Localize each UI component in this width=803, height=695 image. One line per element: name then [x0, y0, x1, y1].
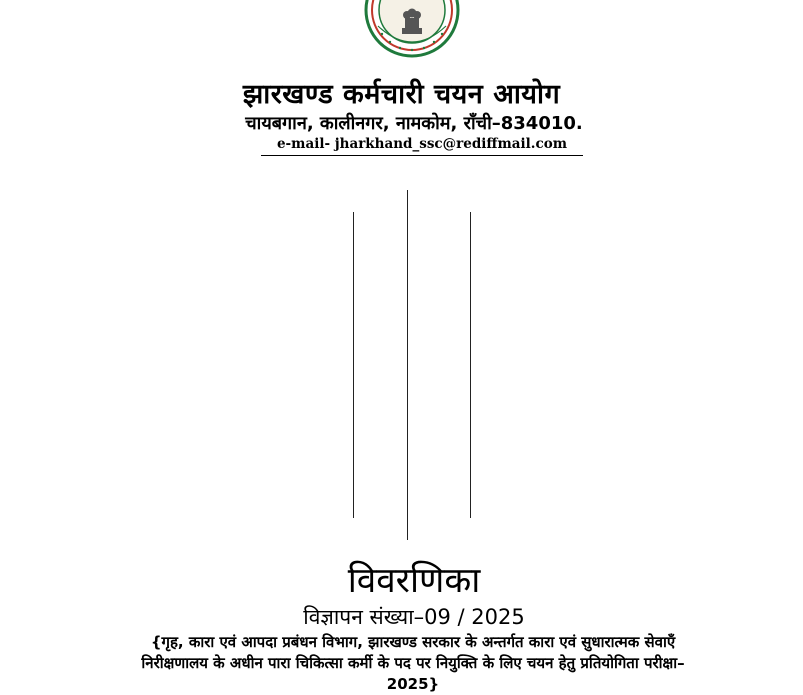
- decorative-vertical-line-left: [353, 212, 354, 518]
- advertisement-number: विज्ञापन संख्या–09 / 2025: [303, 605, 525, 629]
- government-emblem-icon: [364, 0, 460, 58]
- decorative-vertical-line-center: [407, 190, 408, 540]
- organization-email: e-mail- jharkhand_ssc@rediffmail.com: [261, 136, 583, 156]
- advertisement-description: {गृह, कारा एवं आपदा प्रबंधन विभाग, झारखण्ड सरकार के अन्तर्गत कारा एवं सुधारात्मक सेवाएँ निरीक्षणालय के अधीन पारा चिकित्सा कर्मी के पद पर नियुक्ति के लिए चयन हेतु प्रतियोगिता परीक्षा–2025}: [141, 633, 685, 693]
- decorative-vertical-line-right: [470, 212, 471, 518]
- organization-address: चायबगान, कालीनगर, नामकोम, राँची–834010.: [245, 113, 583, 134]
- organization-name: झारखण्ड कर्मचारी चयन आयोग: [242, 79, 561, 110]
- document-title: विवरणिका: [347, 561, 481, 601]
